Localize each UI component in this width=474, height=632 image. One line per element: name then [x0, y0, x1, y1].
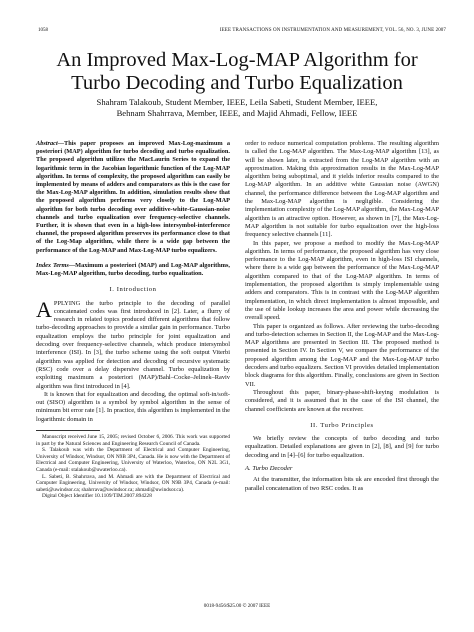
authors-line-2: Behnam Shahrrava, Member, IEEE, and Majid Ahmadi, Fellow, IEEE	[116, 108, 358, 118]
right-paragraph-4: Throughout this paper, binary-phase-shift-keying modulation is considered, and it is assumed that in the case of the ISI channel, the channel coefficients are known at the receiver.	[245, 388, 439, 413]
paper-title	[20, 49, 454, 95]
authors-line-1: Shahram Talakoub, Student Member, IEEE, Leila Sabeti, Student Member, IEEE,	[96, 97, 378, 107]
author-list	[20, 97, 454, 119]
intro-paragraph-2: It is known that for equalization and decoding, the optimal soft-in/soft-out (SISO) algorithm is a symbol by symbol algorithm in the sense of minimum bit error rate [1]. In practice, this algorithm is implemented in the logarithmic domain in	[36, 390, 230, 423]
left-column	[36, 140, 230, 500]
intro-lead-word: PPLYING	[53, 299, 81, 307]
journal-info: IEEE TRANSACTIONS ON INSTRUMENTATION AND MEASUREMENT, VOL. 56, NO. 3, JUNE 2007	[219, 28, 446, 33]
section-heading-turbo-principles: II. Turbo Principles	[310, 421, 374, 429]
right-paragraph-5: We briefly review the concepts of turbo decoding and turbo equalization. Detailed explanations are given in [2], [8], and [9] for turbo decoding and in [4]–[6] for turbo equalization.	[245, 435, 439, 459]
running-header	[38, 27, 446, 35]
page-number: 1058	[38, 28, 48, 33]
footnotes	[36, 434, 230, 500]
title-line-1: An Improved Max-Log-MAP Algorithm for	[56, 49, 418, 71]
copyright-footer: 0018-9456/$25.00 © 2007 IEEE	[203, 603, 271, 609]
title-line-2: Turbo Decoding and Turbo Equalization	[71, 72, 403, 94]
section-heading-introduction: I. Introduction	[109, 286, 157, 294]
drop-cap: A	[36, 296, 52, 322]
abstract-label: Abstract—	[36, 140, 64, 147]
right-column	[245, 140, 439, 493]
right-paragraph-2: In this paper, we propose a method to modify the Max-Log-MAP algorithm. In terms of performance, the proposed algorithm has very close performance to the Log-MAP algorithm, even in high-loss ISI channels, where there is a wide gap between the performance of the Max-Log-MAP algorithm compared to that of the Log-MAP algorithm. In terms of implementation, the proposed algorithm is simply implementable using adders and comparators. This is in contrast with the Log-MAP algorithm implementation, in which direct implementation is almost impossible, and the use of table lookup increases the area and power while decreasing the overall speed.	[245, 239, 439, 322]
abstract	[36, 140, 230, 255]
footnote-coauthors: L. Sabeti, B. Shahrrava, and M. Ahmadi are with the Department of Electrical and Computer Engineering, University of Windsor, Windsor, ON N9B 3P4, Canada (e-mail: sabeti@uwindsor.ca; shahrrava@uwindsor.ca; ahmadi@uwindsor.ca).	[36, 473, 230, 493]
footnote-manuscript: Manuscript received June 15, 2005; revised October 6, 2006. This work was supported in part by the Natural Sciences and Engineering Research Council of Canada.	[36, 434, 230, 447]
index-terms	[36, 262, 230, 278]
right-paragraph-6: At the transmitter, the information bits uk are encoded first through the parallel concatenation of two RSC codes. It as	[245, 476, 439, 492]
intro-paragraph-1	[36, 296, 230, 391]
index-terms-text: Maximum a posteriori (MAP) and Log-MAP algorithms, Max-Log-MAP algorithm, turbo decoding, turbo equalization.	[36, 261, 230, 278]
footnote-rule	[36, 430, 100, 431]
footnote-talakoub: S. Talakoub was with the Department of Electrical and Computer Engineering, University of Windsor, Windsor, ON N9B 3P4, Canada. He is now with the Department of Electrical and Computer Engineering, University of Waterloo, Waterloo, ON N2L 3G1, Canada (e-mail: stalakoub@uwaterloo.ca).	[36, 447, 230, 473]
right-paragraph-3: This paper is organized as follows. After reviewing the turbo-decoding and turbo-detection schemes in Section II, the Log-MAP and the Max-Log-MAP algorithms are presented in Section III. The proposed method is presented in Section IV. In Section V, we compare the performance of the proposed algorithm among the Log-MAP and the Max-Log-MAP turbo decoders and turbo equalizers. Section VI provides detailed implementation block diagrams for this algorithm. Finally, conclusions are given in Section VII.	[245, 322, 439, 388]
intro-paragraph-1-text: the turbo principle to the decoding of parallel concatenated codes was first introduced in [2]. Later, a flurry of research in related topics produced different algorithms that follow turbo-decoding approaches to provide a similar gain in performance. Turbo equalization employs the turbo principle for joint equalization and decoding over frequency-selective channels, which produce intersymbol interference (ISI). In [3], the turbo scheme using the soft output Viterbi algorithm was applied for detection and decoding of recursive systematic (RSC) code over a delay dispersive channel. Turbo equalization by exploiting maximum a posteriori (MAP)/Bahl–Cocke–Jelinek–Raviv algorithm was first introduced in [4].	[36, 299, 230, 390]
index-terms-label: Index Terms—	[36, 261, 76, 269]
footnote-doi: Digital Object Identifier 10.1109/TIM.2007.894228	[42, 493, 152, 500]
subsection-heading-turbo-decoder: A. Turbo Decoder	[245, 464, 293, 472]
abstract-text: This paper proposes an improved Max-Log-maximum a posteriori (MAP) algorithm for turbo decoding and turbo equalization. The proposed algorithm utilizes the MacLaurin Series to expand the logarithmic term in the Jacobian logarithmic function of the Log-MAP algorithm. In terms of complexity, the proposed algorithm can easily be implemented by means of adders and comparators as this is the case for the Max-Log-MAP algorithm. In addition, simulation results show that the proposed algorithm performs very closely to the Log-MAP algorithm for both turbo decoding over additive-white-Gaussian-noise channels and turbo equalization over frequency-selective channels. Further, it is shown that even in a high-loss intersymbol-interference channel, the proposed algorithm preserves its performance close to that of the Log-Map algorithm, while there is a wide gap between the performance of the Log-MAP and Max-Log-MAP turbo equalizers.	[36, 140, 230, 254]
right-paragraph-1: order to reduce numerical computation problems. The resulting algorithm is called the Log-MAP algorithm. The Max-Log-MAP algorithm [13], as will be shown later, is extracted from the Log-MAP algorithm with an approximation. Making this approximation results in the Max-Log-MAP algorithm being suboptimal, and it yields inferior results compared to the Log-MAP algorithm. In an additive white Gaussian noise (AWGN) channel, the performance difference between the Log-MAP algorithm and the Max-Log-MAP algorithm is negligible. Considering the implementation complexity of the Log-MAP algorithm, the Max-Log-MAP algorithm is an attractive option. However, as shown in [7], the Max-Log-MAP algorithm is not suitable for turbo equalization over the high-loss frequency selective channels [11].	[245, 140, 439, 239]
